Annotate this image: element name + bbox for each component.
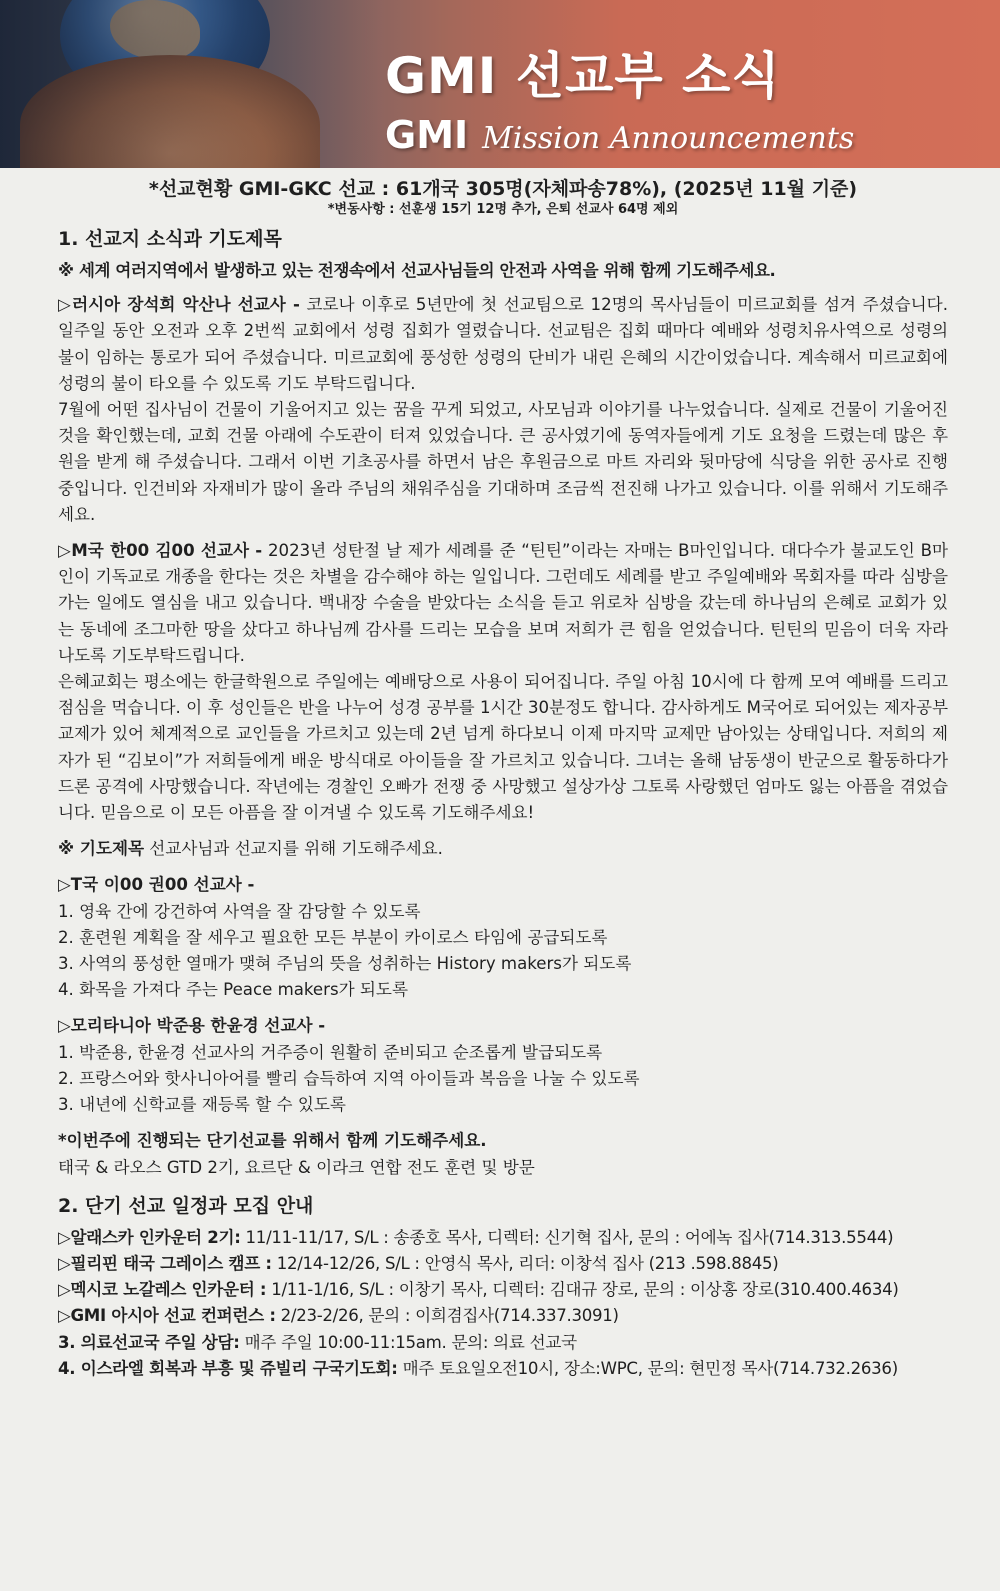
list-item: 2. 프랑스어와 핫사니아어를 빨리 습득하여 지역 아이들과 복음을 나눌 수 있도록 — [58, 1068, 640, 1088]
prayer-topic — [58, 836, 948, 862]
short-term-title: *이번주에 진행되는 단기선교를 위해서 함께 기도해주세요. — [58, 1131, 487, 1151]
russia-report — [58, 292, 948, 528]
schedule-row-lead: ▷알래스카 인카운터 2기: — [58, 1227, 241, 1247]
short-term-text: 태국 & 라오스 GTD 2기, 요르단 & 이라크 연합 전도 훈련 및 방문 — [58, 1157, 535, 1177]
banner-subtitle-gmi: GMI — [385, 113, 469, 157]
schedule-row — [58, 1251, 948, 1277]
russia-paragraph-1 — [58, 292, 948, 397]
m-country-paragraph-1 — [58, 538, 948, 669]
russia-paragraph-2: 7월에 어떤 집사님이 건물이 기울어지고 있는 꿈을 꾸게 되었고, 사모님과 이야기를 나누었습니다. 실제로 건물이 기울어진 것을 확인했는데, 교회 건물 아래에 수도관이 터져 있었습니다. 큰 공사였기에 동역자들에게 기도 요청을 드렸는데 많은 후원을 받게 해 주셨습니다. 그래서 이번 기초공사를 하면서 남은 후원금으로 마트 자리와 뒷마당에 식당을 위한 공사로 진행중입니다. 인건비와 자재비가 많이 올라 주님의 채워주심을 기대하며 조금씩 전진해 나가고 있습니다. 이를 위해서 기도해주세요. — [58, 400, 948, 524]
m-country-lead: ▷M국 한00 김00 선교사 - — [58, 541, 263, 561]
schedule-row-text: 12/14-12/26, S/L : 안영식 목사, 리더: 이창석 집사 (213 .598.8845) — [271, 1253, 779, 1273]
schedule-row — [58, 1330, 948, 1356]
m-country-paragraph-2: 은혜교회는 평소에는 한글학원으로 주일에는 예배당으로 사용이 되어집니다. 주일 아침 10시에 다 함께 모여 예배를 드리고 점심을 먹습니다. 이 후 성인들은 반을 나누어 성경 공부를 1시간 30분정도 합니다. 감사하게도 M국어로 되어있는 제자공부 교제가 있어 체계적으로 교인들을 가르치고 있는데 2년 넘게 하다보니 이제 마지막 교제만 남아있는 상태입니다. 저희의 제자가 된 “김보이”가 저희들에게 배운 방식대로 아이들을 잘 가르치고 있습니다. 그녀는 올해 남동생이 반군으로 활동하다가 드론 공격에 사망했습니다. 작년에는 경찰인 오빠가 전쟁 중 사망했고 설상가상 그토록 사랑했던 엄마도 잃는 아픔을 겪었습니다. 믿음으로 이 모든 아픔을 잘 이겨낼 수 있도록 기도해주세요! — [58, 672, 948, 823]
schedule-row — [58, 1225, 948, 1251]
m-country-report — [58, 538, 948, 826]
mission-status: *선교현황 GMI-GKC 선교 : 61개국 305명(자체파송78%), (2025년 11월 기준) — [148, 178, 858, 200]
schedule-row-lead: 3. 의료선교국 주일 상담: — [58, 1332, 240, 1352]
schedule-row — [58, 1303, 948, 1329]
banner-subtitle — [385, 113, 854, 165]
list-item: 3. 내년에 신학교를 재등록 할 수 있도록 — [58, 1095, 346, 1115]
banner-subtitle-script: Mission Announcements — [482, 121, 855, 156]
schedule-row — [58, 1356, 948, 1382]
list-item: 1. 영육 간에 강건하여 사역을 잘 감당할 수 있도록 — [58, 901, 421, 921]
schedule-row-lead: ▷멕시코 노갈레스 인카운터 : — [58, 1280, 267, 1300]
banner-title: GMI 선교부 소식 — [385, 47, 781, 105]
banner-shade — [0, 0, 380, 168]
schedule-row-text: 매주 토요일오전10시, 장소:WPC, 문의: 현민정 목사(714.732.2636) — [397, 1358, 898, 1378]
schedule-row-text: 1/11-1/16, S/L : 이창기 목사, 디렉터: 김대규 장로, 문의 : 이상홍 장로(310.400.4634) — [266, 1280, 899, 1300]
schedule-row-lead: 4. 이스라엘 회복과 부흥 및 쥬빌리 구국기도회: — [58, 1358, 398, 1378]
schedule-row-text: 11/11-11/17, S/L : 송종호 목사, 디렉터: 신기혁 집사, 문의 : 어에녹 집사(714.313.5544) — [240, 1227, 894, 1247]
mauritania-title: ▷모리타니아 박준용 한윤경 선교사 - — [58, 1016, 326, 1036]
mauritania-prayer-list — [58, 1040, 948, 1119]
russia-lead: ▷러시아 장석희 악산나 선교사 - — [58, 295, 300, 315]
prayer-topic-text: 선교사님과 선교지를 위해 기도해주세요. — [144, 839, 443, 859]
m-country-text-1: 2023년 성탄절 날 제가 세례를 준 “틴틴”이라는 자매는 B마인입니다. 대다수가 불교도인 B마인이 기독교로 개종을 한다는 것은 차별을 감수해야 하는 일입니다. 그런데도 세례를 받고 주일예배와 목회자를 따라 심방을 가는 일에도 열심을 내고 있습니다. 백내장 수술을 받았다는 소식을 듣고 위로차 심방을 갔는데 하나님의 은혜로 교회가 있는 동네에 조그마한 땅을 샀다고 하나님께 감사를 드리는 모습을 보며 저희가 큰 힘을 얻었습니다. 틴틴의 믿음이 더욱 자라나도록 기도부탁드립니다. — [58, 541, 948, 665]
status-change-note: *변동사항 : 선훈생 15기 12명 추가, 은퇴 선교사 64명 제외 — [327, 202, 679, 217]
war-prayer-notice: ※ 세계 여러지역에서 발생하고 있는 전쟁속에서 선교사님들의 안전과 사역을 위해 함께 기도해주세요. — [58, 261, 776, 280]
schedule-row — [58, 1277, 948, 1303]
schedule-row-lead: ▷필리핀 태국 그레이스 캠프 : — [58, 1253, 272, 1273]
t-country-title: ▷T국 이00 권00 선교사 - — [58, 875, 255, 895]
list-item: 2. 훈련원 계획을 잘 세우고 필요한 모든 부분이 카이로스 타임에 공급되도록 — [58, 927, 608, 947]
t-country-prayer-list — [58, 899, 948, 1004]
header-banner — [0, 0, 1000, 168]
list-item: 4. 화목을 가져다 주는 Peace makers가 되도록 — [58, 980, 408, 1000]
list-item: 1. 박준용, 한윤경 선교사의 거주증이 원활히 준비되고 순조롭게 발급되도록 — [58, 1042, 603, 1062]
section2-heading: 2. 단기 선교 일정과 모집 안내 — [58, 1194, 314, 1217]
russia-text-1: 코로나 이후로 5년만에 첫 선교팀으로 12명의 목사님들이 미르교회를 섬겨 주셨습니다. 일주일 동안 오전과 오후 2번씩 교회에서 성령 집회가 열렸습니다. 선교팀은 집회 때마다 예배와 성령치유사역으로 성령의 불이 임하는 통로가 되어 주셨습니다. 미르교회에 풍성한 성령의 단비가 내린 은혜의 시간이었습니다. 계속해서 미르교회에 성령의 불이 타오를 수 있도록 기도 부탁드립니다. — [58, 295, 948, 393]
schedule-row-text: 매주 주일 10:00-11:15am. 문의: 의료 선교국 — [239, 1332, 577, 1352]
announcement-body — [58, 176, 948, 1382]
schedule-row-text: 2/23-2/26, 문의 : 이희겸집사(714.337.3091) — [275, 1306, 619, 1326]
section1-heading: 1. 선교지 소식과 기도제목 — [58, 228, 282, 250]
schedule-row-lead: ▷GMI 아시아 선교 컨퍼런스 : — [58, 1306, 276, 1326]
schedule-list — [58, 1225, 948, 1382]
prayer-topic-lead: ※ 기도제목 — [58, 839, 145, 859]
list-item: 3. 사역의 풍성한 열매가 맺혀 주님의 뜻을 성취하는 History makers가 되도록 — [58, 954, 632, 974]
